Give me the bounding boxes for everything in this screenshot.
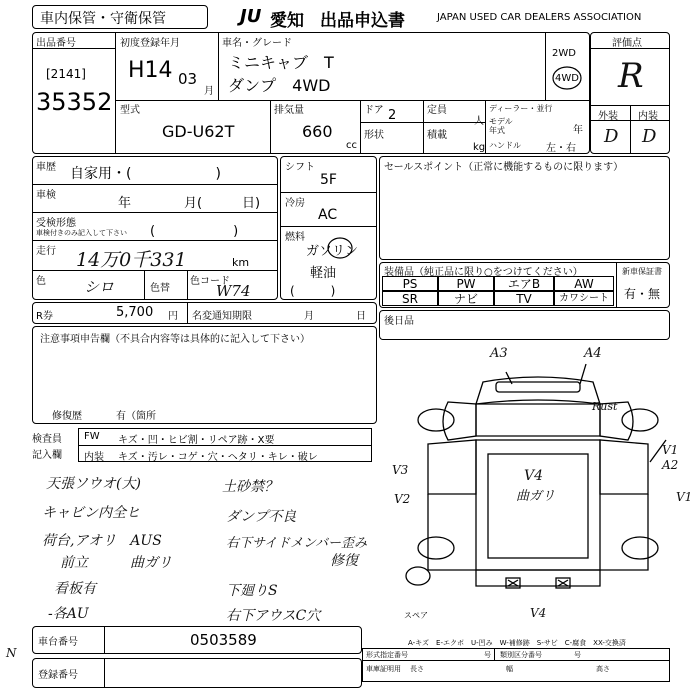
fuel-circle bbox=[326, 236, 354, 260]
displacement-label: 排気量 bbox=[274, 105, 304, 116]
remark-11: 下廻りS bbox=[226, 583, 278, 599]
inspector-label: 検査員 bbox=[32, 434, 62, 445]
diagram-mark-rust: Rust bbox=[592, 400, 618, 413]
spare-label: スペア bbox=[404, 611, 428, 620]
diagram-mark-v4: V4 bbox=[524, 468, 544, 484]
interior-label: 内装 bbox=[638, 111, 658, 122]
history-label: 車歴 bbox=[36, 162, 56, 173]
remark-1: 天張ソウオ(大) bbox=[46, 476, 141, 492]
registration-era: H14 bbox=[128, 58, 173, 83]
vehicle-name-line2: ダンプ 4WD bbox=[228, 76, 331, 95]
name-change-day: 日 bbox=[356, 311, 366, 322]
recipient-paren: ( ) bbox=[150, 224, 239, 239]
displacement-unit: cc bbox=[346, 140, 357, 151]
type-number-unit: 号 bbox=[484, 651, 491, 659]
registration-label: 初度登録年月 bbox=[120, 38, 180, 49]
equipment-label: 装備品（純正品に限り○をつけてください） bbox=[384, 267, 583, 278]
fuel-label: 燃料 bbox=[285, 232, 305, 243]
name-change-label: 名変通知期限 bbox=[192, 311, 252, 322]
diagram-mark-bent: 曲ガリ bbox=[516, 489, 556, 504]
shift-value: 5F bbox=[320, 172, 337, 188]
equip-sr: SR bbox=[382, 291, 438, 306]
inspector-entry-label: 記入欄 bbox=[32, 450, 62, 461]
damage-legend: A-キズ E-エクボ U-凹み W-補修跡 S-サビ C-腐食 XX-交換済 bbox=[408, 639, 626, 647]
vehicle-name-label: 車名・グレード bbox=[222, 38, 292, 49]
vehicle-model-label: 型式 bbox=[120, 105, 140, 116]
registration-month-unit: 月 bbox=[204, 86, 214, 97]
vehicle-model: GD-U62T bbox=[162, 122, 235, 141]
equip-airbag: エアB bbox=[494, 276, 554, 291]
diagram-mark-v4-bottom: V4 bbox=[530, 606, 547, 620]
fuel-diesel: 軽油 bbox=[310, 266, 337, 281]
equip-leather: カワシート bbox=[554, 291, 614, 306]
history-value: 自家用・( ) bbox=[70, 166, 221, 182]
exterior-label: 外装 bbox=[598, 111, 618, 122]
diagram-mark-v2: V2 bbox=[394, 492, 411, 506]
equip-ps: PS bbox=[382, 276, 438, 291]
doors-label: ドア bbox=[364, 105, 384, 116]
remark-7: 土砂禁？ bbox=[222, 479, 278, 495]
ju-logo: JU bbox=[240, 6, 262, 27]
handle-options: 左・右 bbox=[546, 143, 576, 154]
class-number-label: 類別区分番号 bbox=[500, 651, 542, 659]
drive-2wd: 2WD bbox=[552, 48, 576, 59]
remark-12: 右下アウスC穴 bbox=[226, 608, 321, 624]
registration-month: 03 bbox=[178, 70, 198, 88]
exterior-grade: D bbox=[604, 126, 619, 147]
lot-bracket: [2141] bbox=[46, 67, 86, 81]
equip-pw: PW bbox=[438, 276, 494, 291]
mileage-unit: km bbox=[232, 256, 250, 269]
diagram-mark-v1-right: V1 bbox=[662, 443, 679, 457]
legend-interior: 内装 bbox=[84, 452, 104, 463]
recipient-sublabel: 車検付きのみ記入して下さい bbox=[36, 229, 127, 237]
dealer-label: ディーラー・並行 bbox=[489, 104, 553, 113]
recycle-label: R券 bbox=[36, 311, 53, 322]
equip-navi: ナビ bbox=[438, 291, 494, 306]
mileage-label: 走行 bbox=[36, 246, 56, 257]
inspection-label: 車検 bbox=[36, 190, 56, 201]
shift-label: シフト bbox=[285, 162, 315, 173]
length-label: 長さ bbox=[410, 665, 424, 673]
inspection-year: 年 bbox=[118, 196, 132, 211]
diagram-mark-a4: A4 bbox=[584, 346, 602, 361]
pref-label: 愛知 bbox=[270, 11, 304, 31]
color-label: 色 bbox=[36, 276, 46, 287]
vehicle-name-line1: ミニキャブ T bbox=[228, 53, 334, 72]
displacement-value: 660 bbox=[302, 122, 333, 141]
handle-label: ハンドル bbox=[489, 141, 521, 150]
warranty-value: 有・無 bbox=[624, 287, 661, 301]
recycle-value: 5,700 bbox=[116, 305, 154, 320]
legend-interior-items: キズ・汚レ・コゲ・穴・ヘタリ・キレ・破レ bbox=[118, 452, 318, 463]
remark-9: 右下サイドメンバー歪み bbox=[226, 536, 368, 551]
width-label: 幅 bbox=[506, 665, 513, 673]
remark-10: 修復 bbox=[330, 553, 358, 569]
remark-2: キャビン内全ヒ bbox=[42, 505, 140, 521]
remark-6: -各AU bbox=[48, 606, 89, 622]
sales-point-label: セールスポイント（正常に機能するものに限ります） bbox=[384, 162, 624, 173]
warranty-label: 新車保証書 bbox=[622, 267, 662, 276]
interior-grade: D bbox=[642, 126, 657, 147]
chassis-label: 車台番号 bbox=[38, 637, 78, 648]
equip-tv: TV bbox=[494, 291, 554, 306]
color-value: シロ bbox=[84, 278, 115, 296]
remark-5: 看板有 bbox=[54, 581, 96, 597]
inspection-day: 日) bbox=[242, 196, 261, 211]
diagram-mark-v3: V3 bbox=[392, 463, 409, 477]
repair-history-value: 有（箇所 bbox=[116, 411, 156, 422]
garage-cert-label: 車庫証明用 bbox=[366, 665, 401, 673]
grade-score: R bbox=[618, 56, 644, 96]
diagram-mark-a2: A2 bbox=[662, 458, 679, 472]
lot-number: 35352 bbox=[36, 88, 113, 116]
remark-4: 前立 曲ガリ bbox=[60, 555, 172, 571]
model-year-label: モデル 年式 bbox=[489, 117, 513, 135]
color-change-label: 色替 bbox=[150, 283, 170, 294]
model-year-unit: 年 bbox=[573, 125, 583, 136]
diagram-mark-v1-rear: V1 bbox=[676, 490, 693, 504]
lot-label: 出品番号 bbox=[36, 38, 76, 49]
type-number-label: 形式指定番号 bbox=[366, 651, 408, 659]
drive-circle bbox=[551, 65, 583, 91]
class-number-unit: 号 bbox=[574, 651, 581, 659]
load-label: 積載 bbox=[427, 130, 447, 141]
ac-value: AC bbox=[318, 207, 338, 223]
equip-aw: AW bbox=[554, 276, 614, 291]
repair-history-label: 修復歴 bbox=[52, 411, 82, 422]
doors-value: 2 bbox=[388, 108, 397, 123]
remark-3: 荷台,アオリ AUS bbox=[42, 533, 162, 549]
capacity-unit: 人 bbox=[474, 116, 484, 127]
margin-mark: N bbox=[6, 646, 17, 660]
plate-box bbox=[32, 658, 362, 688]
legend-fw: FW bbox=[84, 431, 100, 442]
drive-4wd: 4WD bbox=[555, 73, 579, 84]
recycle-unit: 円 bbox=[168, 311, 178, 322]
height-label: 高さ bbox=[596, 665, 610, 673]
shape-label: 形状 bbox=[364, 130, 384, 141]
storage-label: 車内保管・守衛保管 bbox=[40, 11, 166, 27]
recipient-label: 受検形態 bbox=[36, 218, 76, 229]
association-name: JAPAN USED CAR DEALERS ASSOCIATION bbox=[437, 12, 642, 23]
capacity-label: 定員 bbox=[427, 105, 447, 116]
plate-label: 登録番号 bbox=[38, 670, 78, 681]
fuel-petrol: ガソリン bbox=[306, 244, 359, 259]
chassis-number: 0503589 bbox=[190, 631, 257, 649]
inspection-month: 月( bbox=[184, 196, 203, 211]
form-title: 出品申込書 bbox=[320, 11, 405, 31]
color-code-value: W74 bbox=[216, 282, 251, 300]
color-code-label: 色コード bbox=[190, 276, 230, 287]
rear-goods-box bbox=[379, 310, 670, 340]
mileage-value: 14万0千331 bbox=[76, 249, 187, 271]
grade-label: 評価点 bbox=[612, 38, 642, 49]
name-change-month: 月 bbox=[304, 311, 314, 322]
notes-label: 注意事項申告欄（不具合内容等は具体的に記入して下さい） bbox=[40, 334, 310, 345]
load-unit: kg bbox=[473, 142, 486, 153]
rear-goods-label: 後日品 bbox=[384, 316, 414, 327]
ac-label: 冷房 bbox=[285, 198, 305, 209]
legend-fw-items: キズ・凹・ヒビ割・リペア跡・X要 bbox=[118, 435, 275, 446]
diagram-mark-a3: A3 bbox=[490, 346, 508, 361]
fuel-paren: ( ) bbox=[290, 284, 336, 298]
remark-8: ダンプ不良 bbox=[226, 509, 297, 525]
